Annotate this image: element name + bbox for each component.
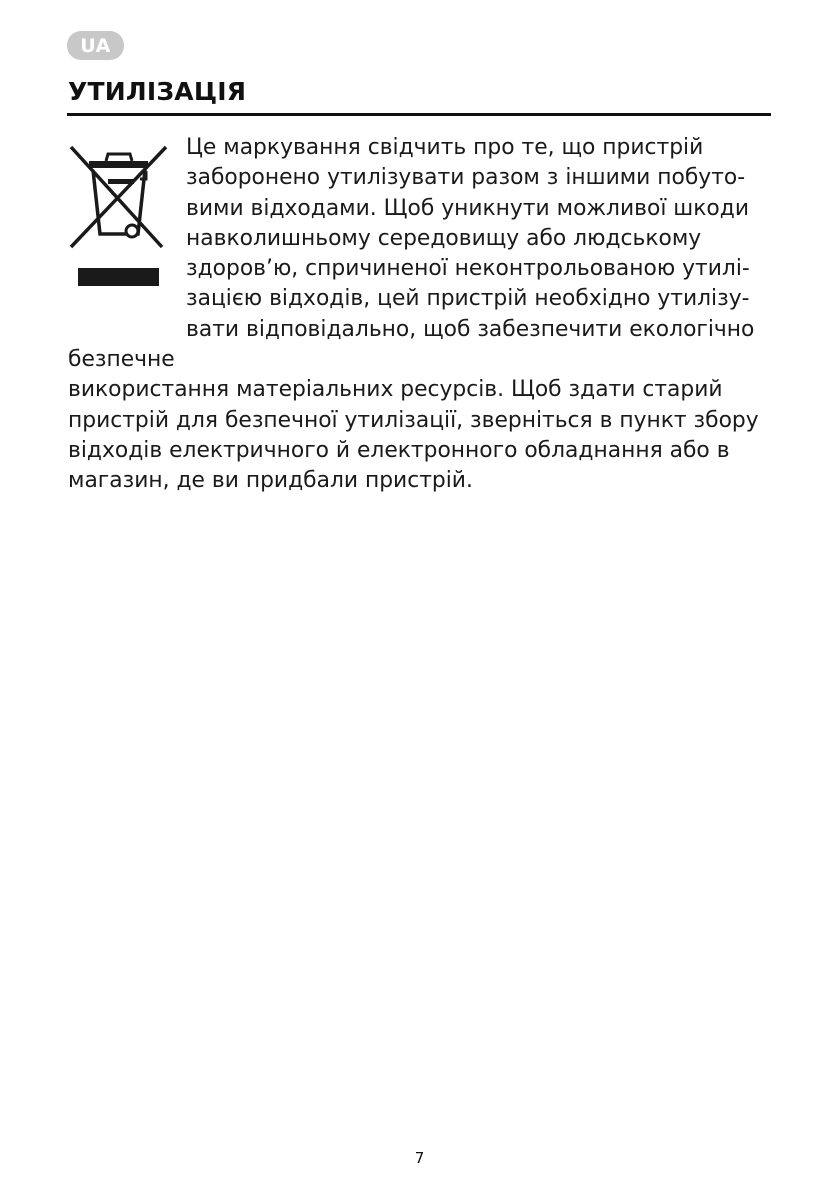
- language-badge: UA: [67, 31, 124, 60]
- title-divider: [67, 113, 771, 116]
- disposal-text: Це маркування свідчить про те, що пристрій заборонено утилізувати разом з іншими побуто- вими відходами. Щоб уникнути можливої шкоди навколишньому середовищу або людському здоров’ю, спричиненої неконтрольованою утилі- зацією відходів, цей пристрій необхідно утилізу- вати відповідально, щоб забезпечити екологічно безпечне використання матеріальних ресурсів. Щоб здати старий пристрій для безпечної утилізації, зверніться в пункт збору відходів електричного й електронного обладнання або в магазин, де ви придбали пристрій.: [68, 135, 759, 494]
- disposal-paragraph: [68, 133, 776, 497]
- page-number: 7: [414, 1149, 425, 1167]
- section-title: УТИЛІЗАЦІЯ: [68, 77, 247, 106]
